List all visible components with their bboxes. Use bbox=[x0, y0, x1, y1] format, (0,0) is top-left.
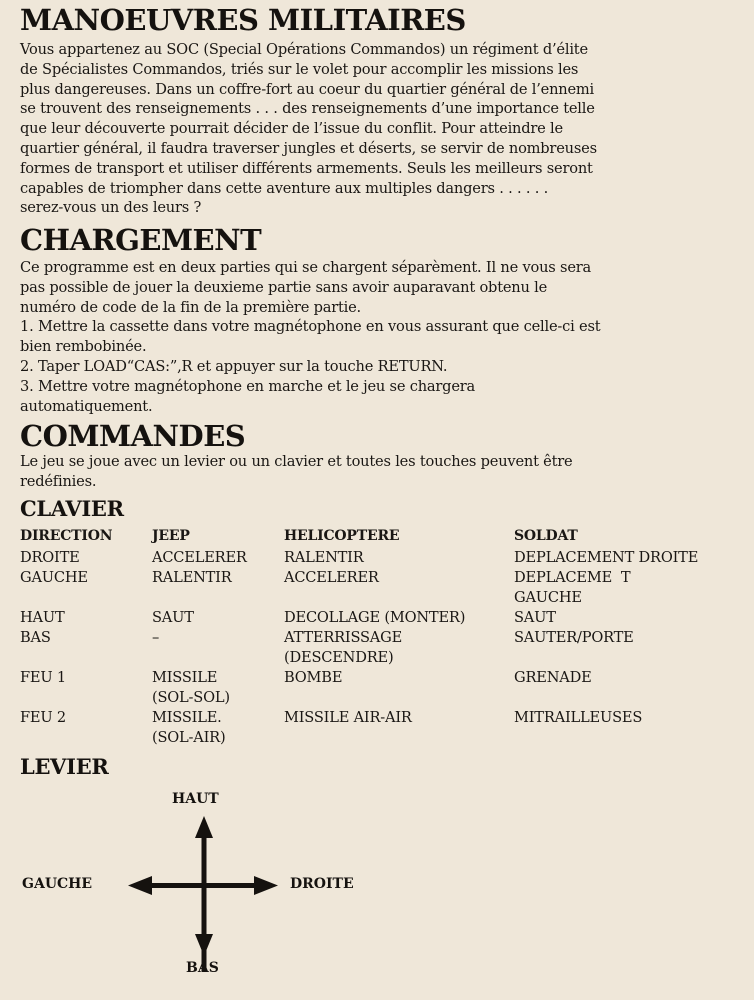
cell-helicopter: RALENTIR bbox=[284, 549, 364, 566]
joystick-diagram bbox=[0, 780, 400, 990]
cell-soldier: SAUTER/PORTE bbox=[514, 629, 634, 646]
cell-helicopter: DECOLLAGE (MONTER) bbox=[284, 609, 466, 626]
loading-line: numéro de code de la fin de la première partie. bbox=[20, 298, 361, 316]
cell-direction: GAUCHE bbox=[20, 569, 88, 586]
cell-helicopter: BOMBE bbox=[284, 669, 343, 686]
intro-line: quartier général, il faudra traverser jungles et déserts, se servir de nombreuses bbox=[20, 139, 597, 157]
cell-soldier-line: DEPLACEME T bbox=[514, 569, 631, 586]
intro-paragraph bbox=[20, 40, 748, 218]
joystick-label-down: BAS bbox=[186, 960, 219, 976]
cell-jeep bbox=[152, 708, 284, 748]
intro-line: capables de triompher dans cette aventure aux multiples dangers . . . . . . bbox=[20, 179, 549, 197]
loading-line: 2. Taper LOAD“CAS:”,R et appuyer sur la touche RETURN. bbox=[20, 357, 448, 375]
cell-soldier: MITRAILLEUSES bbox=[514, 709, 643, 726]
cell-direction: DROITE bbox=[20, 549, 80, 566]
table-row bbox=[20, 708, 748, 748]
intro-line: formes de transport et utiliser différents armements. Seuls les meilleurs seront bbox=[20, 159, 593, 177]
controls-line: Le jeu se joue avec un levier ou un clavier et toutes les touches peuvent être bbox=[20, 453, 573, 470]
intro-line: que leur découverte pourrait décider de l’issue du conflit. Pour atteindre le bbox=[20, 120, 563, 138]
page-title: MANOEUVRES MILITAIRES bbox=[20, 3, 466, 37]
cell-soldier bbox=[514, 568, 748, 608]
column-header: JEEP bbox=[152, 528, 190, 544]
intro-line: se trouvent des renseignements . . . des renseignements d’une importance telle bbox=[20, 100, 595, 118]
cell-helicopter: MISSILE AIR-AIR bbox=[284, 709, 412, 726]
intro-line: plus dangereuses. Dans un coffre-fort au coeur du quartier général de l’ennemi bbox=[20, 80, 595, 98]
table-row bbox=[20, 568, 748, 608]
cell-soldier-line: GAUCHE bbox=[514, 589, 582, 606]
keyboard-heading: CLAVIER bbox=[20, 496, 124, 521]
cell-jeep-line: (SOL-SOL) bbox=[152, 689, 230, 706]
cell-jeep: ACCELERER bbox=[152, 549, 247, 566]
cell-direction: BAS bbox=[20, 629, 51, 646]
controls-line: redéfinies. bbox=[20, 472, 97, 490]
cell-jeep: RALENTIR bbox=[152, 569, 232, 586]
table-row bbox=[20, 548, 748, 568]
cell-helicopter-line: (DESCENDRE) bbox=[284, 649, 394, 666]
cell-soldier: SAUT bbox=[514, 609, 556, 626]
joystick-label-up: HAUT bbox=[172, 791, 219, 807]
cell-jeep bbox=[152, 668, 284, 708]
column-header: HELICOPTERE bbox=[284, 528, 400, 544]
cell-direction: FEU 2 bbox=[20, 709, 67, 726]
cell-jeep-line: MISSILE bbox=[152, 669, 218, 686]
cell-soldier: GRENADE bbox=[514, 669, 592, 686]
intro-line: de Spécialistes Commandos, triés sur le volet pour accomplir les missions les bbox=[20, 60, 579, 78]
loading-line: 1. Mettre la cassette dans votre magnétophone en vous assurant que celle-ci est bbox=[20, 318, 601, 336]
loading-line: 3. Mettre votre magnétophone en marche et le jeu se chargera bbox=[20, 377, 476, 395]
cell-helicopter bbox=[284, 628, 514, 668]
loading-paragraph bbox=[20, 258, 748, 416]
column-header: SOLDAT bbox=[514, 528, 578, 544]
cell-jeep-line: MISSILE. bbox=[152, 709, 222, 726]
joystick-heading: LEVIER bbox=[20, 754, 109, 779]
cell-jeep-line: (SOL-AIR) bbox=[152, 729, 226, 746]
intro-line: serez-vous un des leurs ? bbox=[20, 199, 202, 217]
controls-paragraph bbox=[20, 452, 748, 492]
loading-line: bien rembobinée. bbox=[20, 338, 147, 356]
cell-jeep: – bbox=[152, 629, 160, 646]
table-header-row bbox=[20, 528, 748, 548]
cell-helicopter: ACCELERER bbox=[284, 569, 379, 586]
table-row bbox=[20, 608, 748, 628]
table-row bbox=[20, 668, 748, 708]
joystick-label-right: DROITE bbox=[290, 876, 354, 892]
controls-heading: COMMANDES bbox=[20, 419, 246, 453]
cell-jeep: SAUT bbox=[152, 609, 194, 626]
column-header: DIRECTION bbox=[20, 528, 113, 544]
cell-direction: FEU 1 bbox=[20, 669, 67, 686]
cell-helicopter-line: ATTERRISSAGE bbox=[284, 629, 403, 646]
loading-heading: CHARGEMENT bbox=[20, 223, 262, 257]
loading-line: pas possible de jouer la deuxieme partie sans avoir auparavant obtenu le bbox=[20, 278, 548, 296]
loading-line: automatiquement. bbox=[20, 397, 153, 415]
joystick-label-left: GAUCHE bbox=[22, 876, 93, 892]
table-row bbox=[20, 628, 748, 668]
cell-soldier: DEPLACEMENT DROITE bbox=[514, 549, 699, 566]
intro-line: Vous appartenez au SOC (Special Opérations Commandos) un régiment d’élite bbox=[20, 41, 588, 58]
keyboard-table bbox=[20, 528, 748, 748]
loading-line: Ce programme est en deux parties qui se chargent séparèment. Il ne vous sera bbox=[20, 259, 592, 276]
cell-direction: HAUT bbox=[20, 609, 65, 626]
